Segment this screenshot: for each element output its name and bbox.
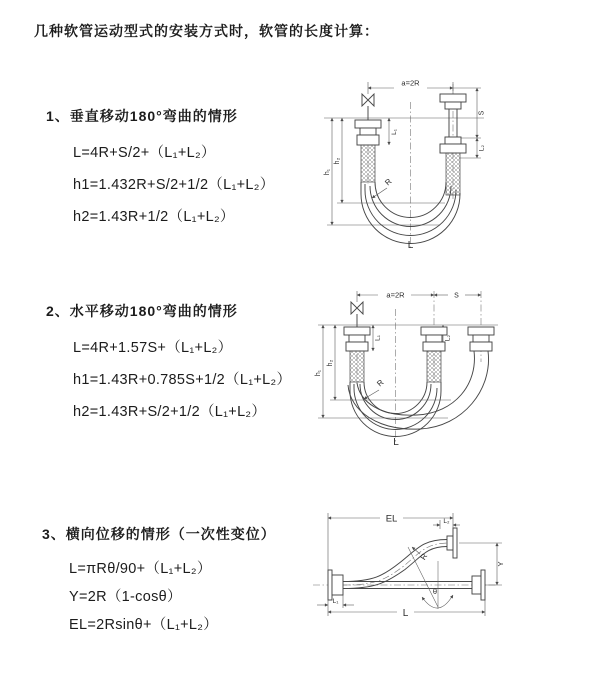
dim-label-l2: L₂ [444,334,452,342]
middle-flange [421,327,447,382]
dim-label-h1: h₁ [315,369,322,377]
section-1-heading: 1、垂直移动180°弯曲的情形 [46,108,238,124]
dim-label-l1: L₁ [374,335,382,341]
formula-EL: EL=2Rsinθ+（L₁+L₂） [69,616,219,633]
dim-label-a2r: a=2R [401,78,420,88]
page-title: 几种软管运动型式的安装方式时，软管的长度计算： [34,23,379,39]
left-flange [328,570,343,600]
dim-label-h2: h₂ [327,359,334,367]
dimension-lines [317,513,502,616]
dim-label-l2: L₂ [443,518,450,525]
dim-label-s: S [454,292,459,300]
centerlines [318,291,498,444]
braided-hose-section [350,351,364,382]
left-flange [355,120,381,182]
geometry-construction [408,547,453,609]
braided-hose-section [361,145,375,182]
dim-label-el: EL [385,513,398,525]
formula-L: L=4R+S/2+（L₁+L₂） [73,144,216,161]
braided-hose-section [427,351,441,382]
radius-label: R [383,176,394,188]
formula-h2: h2=1.43R+1/2（L₁+L₂） [73,208,235,225]
section-3-formulas [69,553,276,637]
formula-h1: h1=1.432R+S/2+1/2（L₁+L₂） [73,176,275,193]
lower-right-flange [472,570,485,600]
diagram-vertical-180-bend [310,72,510,258]
labels [333,514,505,620]
section-2-formulas [73,330,291,426]
dim-label-l1: L₁ [391,129,398,135]
section-2-heading: 2、水平移动180°弯曲的情形 [46,303,238,319]
section-lateral-displacement [42,524,276,637]
radius-label: R [418,551,430,562]
right-flange-stack [440,94,466,195]
angle-label: θ [432,587,438,596]
formula-h1: h1=1.43R+0.785S+1/2（L₁+L₂） [73,371,292,388]
diagram-lateral-displacement [303,503,518,633]
formula-L: L=4R+1.57S+（L₁+L₂） [73,339,233,356]
formula-L: L=πRθ/90+（L₁+L₂） [69,560,212,577]
dim-label-l1: L₁ [332,598,339,605]
dim-label-h2: h₂ [334,157,341,165]
dim-label-l2: L₂ [478,144,486,152]
hose-u-bend [348,351,489,437]
length-label: L [393,437,399,448]
formula-Y: Y=2R（1-cosθ） [69,588,182,605]
length-label: L [407,240,414,251]
section-1-formulas [73,135,275,231]
section-3-heading: 3、横向位移的情形（一次性变位） [42,526,276,542]
upper-right-flange [447,528,457,558]
dim-label-s: S [478,110,486,116]
radius-arrow [372,188,387,198]
radius-arrow [412,547,420,554]
section-vertical-180 [46,106,275,231]
right-flange [468,327,494,351]
formula-h2: h2=1.43R+S/2+1/2（L₁+L₂） [73,403,267,420]
radius-label: R [375,377,386,389]
left-flange [344,327,370,382]
valve-icon [351,302,363,327]
dim-label-a2r: a=2R [386,290,405,300]
section-horizontal-180 [46,301,291,426]
braided-hose-section [446,153,460,195]
dim-label-y: Y [496,561,505,567]
length-label: L [402,608,409,619]
valve-icon [362,94,374,120]
diagram-horizontal-180-bend [308,284,518,458]
dim-label-h1: h₁ [324,168,331,176]
